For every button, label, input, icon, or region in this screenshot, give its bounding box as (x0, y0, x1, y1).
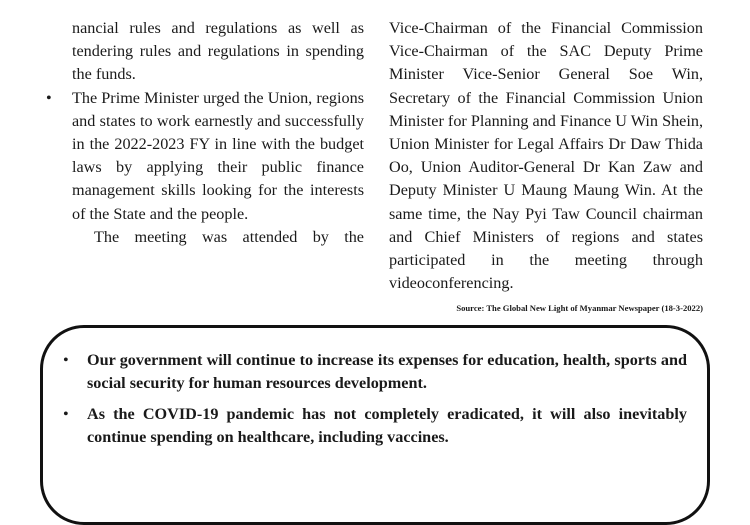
bullet-dot: • (63, 351, 69, 369)
meeting-paragraph-start: The meeting was attended by the (94, 227, 364, 246)
continuation-paragraph: nancial rules and regulations as well as tendering rules and regulations in spending the funds. (72, 19, 364, 84)
highlight-item (63, 403, 687, 449)
right-column (389, 17, 703, 295)
bullet-text: The Prime Minister urged the Union, regions and states to work earnestly and successfully in the 2022-2023 FY in line with the budget laws by applying their public finance management skills looking for the interests of the State and the people. (72, 88, 364, 223)
bullet-item (46, 87, 364, 226)
bullet-dot: • (63, 405, 69, 423)
highlight-text: Our government will continue to increase its expenses for education, health, sports and social security for human resources development. (87, 351, 687, 392)
attendees-paragraph: Vice-Chairman of the Financial Commission Vice-Chairman of the SAC Deputy Prime Minister Vice-Senior General Soe Win, Secretary of the Financial Commission Union Minister for Planning and Finance U Win Shein, Union Minister for Legal Affairs Dr Daw Thida Oo, Union Auditor-General Dr Kan Zaw and Deputy Minister U Maung Maung Win. At the same time, the Nay Pyi Taw Council chairman and Chief Ministers of regions and states participated in the meeting through videoconferencing. (389, 19, 703, 293)
left-column (46, 17, 364, 249)
highlight-text: As the COVID-19 pandemic has not completely eradicated, it will also inevitably continue spending on healthcare, including vaccines. (87, 405, 687, 446)
bullet-dot: • (46, 88, 52, 107)
highlight-list (63, 349, 687, 457)
highlight-item (63, 349, 687, 395)
source-citation: Source: The Global New Light of Myanmar Newspaper (18-3-2022) (456, 303, 703, 313)
